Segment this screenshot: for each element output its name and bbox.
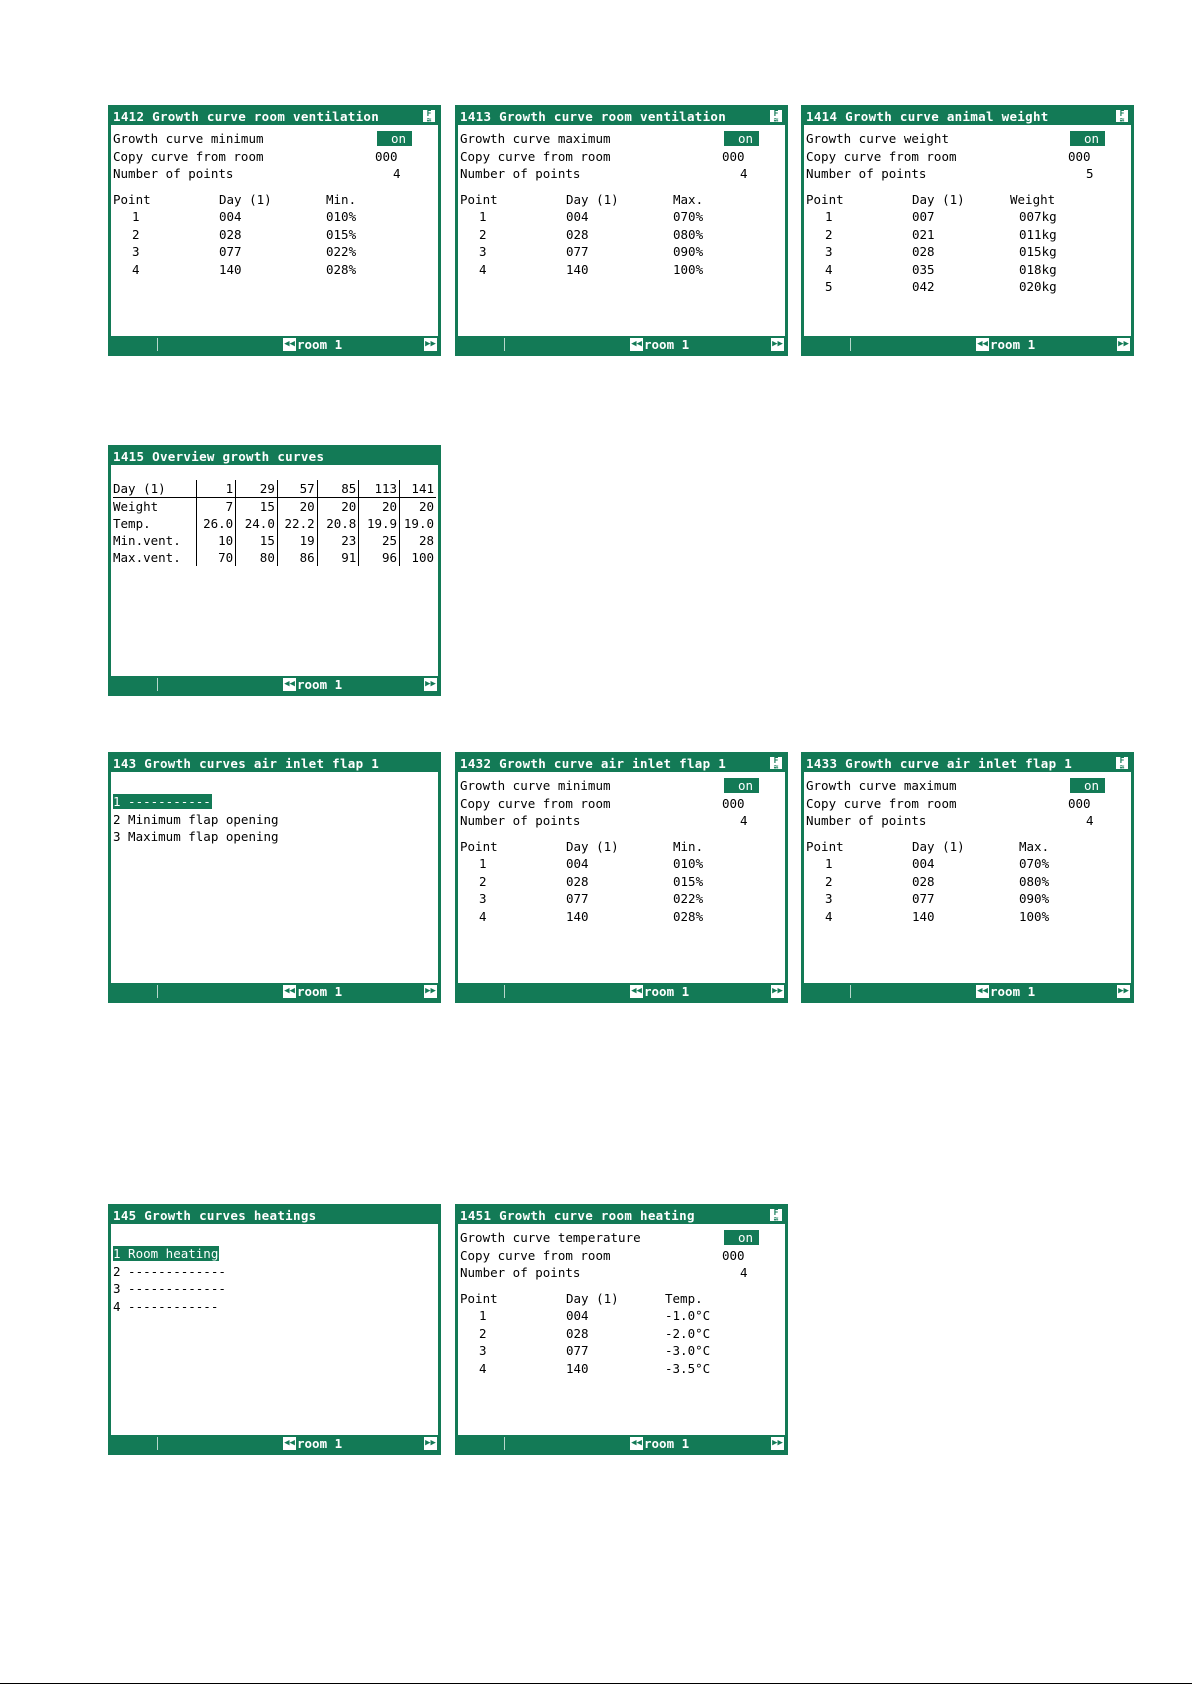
points-label: Number of points xyxy=(113,166,234,181)
rewind-icon[interactable]: ◀◀ xyxy=(631,986,642,996)
fast-forward-icon[interactable]: ▶▶ xyxy=(425,1438,436,1448)
setting-toggle[interactable]: on xyxy=(724,778,759,793)
fast-forward-icon[interactable]: ▶▶ xyxy=(1118,986,1129,996)
copy-value[interactable]: 000 xyxy=(375,148,398,164)
table-row: 1 004 070% xyxy=(825,856,1050,871)
function-key-icon[interactable]: F ≋ xyxy=(422,109,436,123)
overview-table xyxy=(113,480,436,566)
screen-title: 1414 Growth curve animal weight xyxy=(804,108,1131,125)
function-key-icon[interactable]: F ≋ xyxy=(769,1208,783,1222)
copy-label: Copy curve from room xyxy=(806,148,957,164)
room-label: room 1 xyxy=(644,984,690,999)
rewind-icon[interactable]: ◀◀ xyxy=(284,339,295,349)
setting-toggle[interactable]: on xyxy=(724,1230,759,1245)
rewind-icon[interactable]: ◀◀ xyxy=(977,339,988,349)
table-row: 2 028 080% xyxy=(479,226,704,242)
room-label: room 1 xyxy=(990,984,1036,999)
points-value[interactable]: 4 xyxy=(740,813,748,828)
copy-value[interactable]: 000 xyxy=(722,1247,745,1263)
copy-value[interactable]: 000 xyxy=(1068,148,1091,164)
table-row: 5 042 020kg xyxy=(825,279,1057,294)
fast-forward-icon[interactable]: ▶▶ xyxy=(425,679,436,689)
screen-1414 xyxy=(801,105,1134,356)
points-value[interactable]: 5 xyxy=(1086,166,1094,181)
menu-item-minimum-flap[interactable]: 2 Minimum flap opening xyxy=(113,811,279,827)
table-row: 1 007 007kg xyxy=(825,209,1057,224)
table-row: 3 077 022% xyxy=(479,891,704,906)
page-divider xyxy=(0,1683,1192,1684)
points-label: Number of points xyxy=(806,166,927,181)
rewind-icon[interactable]: ◀◀ xyxy=(977,986,988,996)
points-label: Number of points xyxy=(806,813,927,828)
table-row: 3 077 090% xyxy=(479,244,704,259)
screen-title: 143 Growth curves air inlet flap 1 xyxy=(111,755,438,772)
rewind-icon[interactable]: ◀◀ xyxy=(284,986,295,996)
table-row: 2 028 080% xyxy=(825,873,1050,889)
footer-bar xyxy=(111,983,438,1000)
footer-bar xyxy=(111,676,438,693)
function-key-icon[interactable]: F ≋ xyxy=(769,109,783,123)
menu-item-4[interactable]: 4 ------------ xyxy=(113,1298,219,1314)
menu-item-2[interactable]: 2 ------------- xyxy=(113,1263,226,1279)
setting-label: Growth curve maximum xyxy=(806,778,957,793)
table-header: Point Day (1) Min. xyxy=(460,838,704,854)
table-row: 4 140 028% xyxy=(132,261,357,277)
points-label: Number of points xyxy=(460,813,581,828)
table-row: 4 140 -3.5°C xyxy=(479,1360,711,1376)
screen-1412 xyxy=(108,105,441,356)
menu-item-room-heating[interactable]: 1 Room heating xyxy=(113,1246,219,1261)
table-row: 3 028 015kg xyxy=(825,244,1057,259)
table-header: Point Day (1) Temp. xyxy=(460,1290,703,1306)
table-row: Max.vent. 70 80 86 91 96 100 xyxy=(113,550,434,565)
screen-title: 1415 Overview growth curves xyxy=(111,448,438,465)
screen-title: 1433 Growth curve air inlet flap 1 xyxy=(804,755,1131,772)
table-header: Point Day (1) Min. xyxy=(113,191,357,207)
room-label: room 1 xyxy=(990,337,1036,352)
copy-label: Copy curve from room xyxy=(460,795,611,811)
table-header: Day (1) 1 29 57 85 113 141 xyxy=(113,481,434,496)
room-label: room 1 xyxy=(297,337,343,352)
footer-bar xyxy=(111,336,438,353)
fast-forward-icon[interactable]: ▶▶ xyxy=(1118,339,1129,349)
copy-label: Copy curve from room xyxy=(460,1247,611,1263)
copy-label: Copy curve from room xyxy=(806,795,957,811)
screen-title: 1413 Growth curve room ventilation xyxy=(458,108,785,125)
table-row: Min.vent. 10 15 19 23 25 28 xyxy=(113,533,434,548)
menu-item-maximum-flap[interactable]: 3 Maximum flap opening xyxy=(113,829,279,844)
rewind-icon[interactable]: ◀◀ xyxy=(631,1438,642,1448)
table-row: 2 021 011kg xyxy=(825,226,1057,242)
function-key-icon[interactable]: F ≋ xyxy=(1115,109,1129,123)
table-row: 4 140 028% xyxy=(479,908,704,924)
table-row: Weight 7 15 20 20 20 20 xyxy=(113,499,434,514)
copy-label: Copy curve from room xyxy=(460,148,611,164)
screen-title: 1432 Growth curve air inlet flap 1 xyxy=(458,755,785,772)
menu-item-1[interactable]: 1 ----------- xyxy=(113,794,211,809)
points-value[interactable]: 4 xyxy=(1086,813,1094,828)
footer-bar xyxy=(804,983,1131,1000)
table-row: 3 077 -3.0°C xyxy=(479,1343,711,1358)
table-row: 3 077 022% xyxy=(132,244,357,259)
room-label: room 1 xyxy=(297,984,343,999)
screen-1432 xyxy=(455,752,788,1003)
screen-title: 1451 Growth curve room heating xyxy=(458,1207,785,1224)
screen-1433 xyxy=(801,752,1134,1003)
table-row: Temp. 26.0 24.0 22.2 20.8 19.9 19.0 xyxy=(113,516,434,531)
screen-145 xyxy=(108,1204,441,1455)
points-value[interactable]: 4 xyxy=(740,1265,748,1280)
points-label: Number of points xyxy=(460,1265,581,1280)
setting-toggle[interactable]: on xyxy=(1070,778,1105,793)
points-value[interactable]: 4 xyxy=(740,166,748,181)
rewind-icon[interactable]: ◀◀ xyxy=(284,679,295,689)
screen-1415 xyxy=(108,445,441,696)
table-header: Point Day (1) Max. xyxy=(460,191,704,207)
table-row: 1 004 010% xyxy=(132,209,357,224)
screen-title: 1412 Growth curve room ventilation xyxy=(111,108,438,125)
table-row: 1 004 070% xyxy=(479,209,704,224)
setting-toggle[interactable]: on xyxy=(1070,131,1105,146)
footer-bar xyxy=(111,1435,438,1452)
room-label: room 1 xyxy=(297,1436,343,1451)
footer-bar xyxy=(804,336,1131,353)
table-row: 2 028 015% xyxy=(132,226,357,242)
setting-label: Growth curve temperature xyxy=(460,1230,641,1245)
footer-bar xyxy=(458,1435,785,1452)
copy-value[interactable]: 000 xyxy=(1068,795,1091,811)
copy-value[interactable]: 000 xyxy=(722,795,745,811)
room-label: room 1 xyxy=(297,677,343,692)
setting-label: Growth curve maximum xyxy=(460,131,611,146)
function-key-icon[interactable]: F ≋ xyxy=(769,756,783,770)
room-label: room 1 xyxy=(644,1436,690,1451)
footer-bar xyxy=(458,336,785,353)
table-header: Point Day (1) Weight xyxy=(806,191,1056,207)
table-row: 4 140 100% xyxy=(825,908,1050,924)
function-key-icon[interactable]: F ≋ xyxy=(1115,756,1129,770)
table-header: Point Day (1) Max. xyxy=(806,838,1050,854)
room-label: room 1 xyxy=(644,337,690,352)
points-label: Number of points xyxy=(460,166,581,181)
copy-label: Copy curve from room xyxy=(113,148,264,164)
table-row: 1 004 010% xyxy=(479,856,704,871)
rewind-icon[interactable]: ◀◀ xyxy=(631,339,642,349)
screen-1413 xyxy=(455,105,788,356)
table-row: 2 028 -2.0°C xyxy=(479,1325,711,1341)
copy-value[interactable]: 000 xyxy=(722,148,745,164)
rewind-icon[interactable]: ◀◀ xyxy=(284,1438,295,1448)
table-row: 3 077 090% xyxy=(825,891,1050,906)
table-row: 2 028 015% xyxy=(479,873,704,889)
table-row: 4 035 018kg xyxy=(825,261,1057,277)
setting-toggle[interactable]: on xyxy=(377,131,412,146)
setting-label: Growth curve weight xyxy=(806,131,949,146)
screen-title: 145 Growth curves heatings xyxy=(111,1207,438,1224)
setting-toggle[interactable]: on xyxy=(724,131,759,146)
points-value[interactable]: 4 xyxy=(393,166,401,181)
screen-1451 xyxy=(455,1204,788,1455)
fast-forward-icon[interactable]: ▶▶ xyxy=(772,986,783,996)
fast-forward-icon[interactable]: ▶▶ xyxy=(772,339,783,349)
fast-forward-icon[interactable]: ▶▶ xyxy=(772,1438,783,1448)
table-row: 4 140 100% xyxy=(479,261,704,277)
footer-bar xyxy=(458,983,785,1000)
fast-forward-icon[interactable]: ▶▶ xyxy=(425,339,436,349)
setting-label: Growth curve minimum xyxy=(460,778,611,793)
menu-item-3[interactable]: 3 ------------- xyxy=(113,1281,226,1296)
setting-label: Growth curve minimum xyxy=(113,131,264,146)
fast-forward-icon[interactable]: ▶▶ xyxy=(425,986,436,996)
screen-143 xyxy=(108,752,441,1003)
table-row: 1 004 -1.0°C xyxy=(479,1308,711,1323)
